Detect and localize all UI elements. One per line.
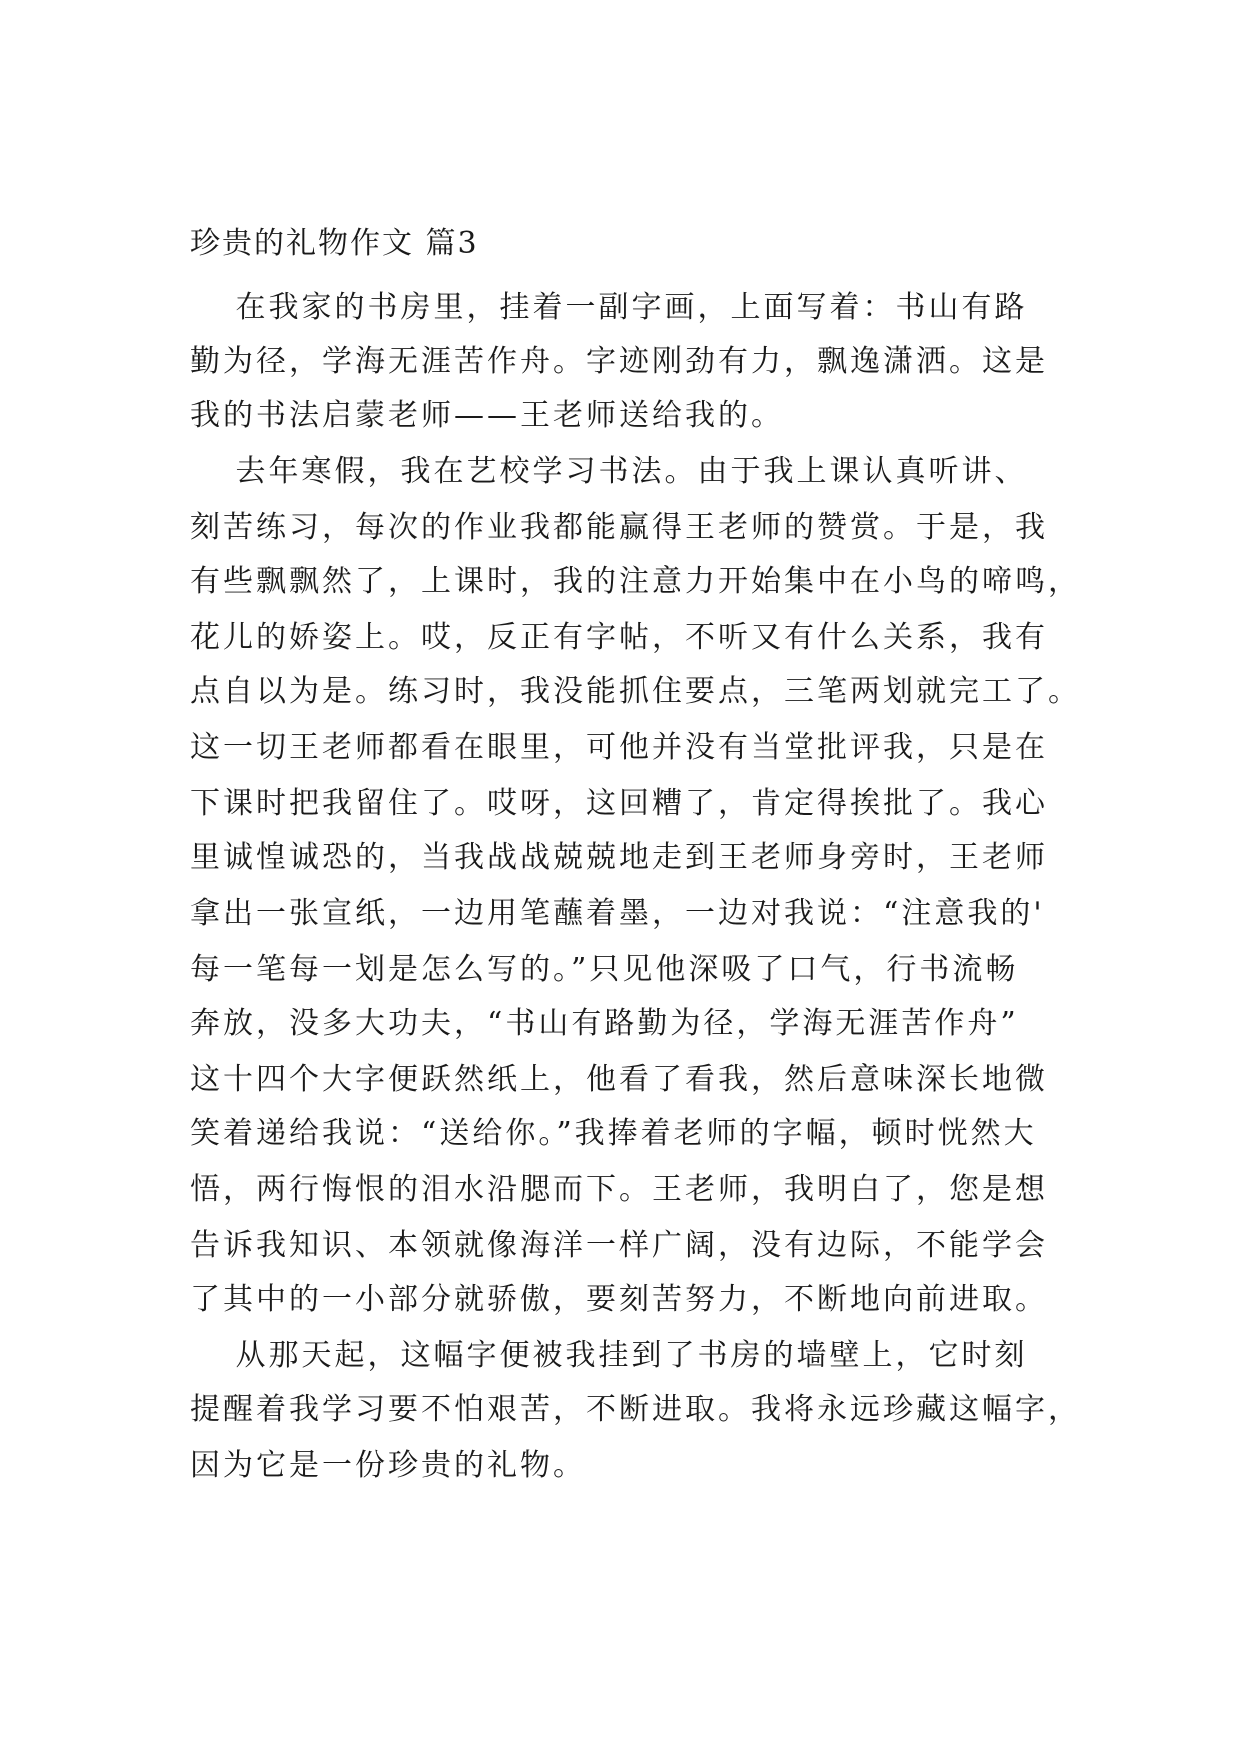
text-line: 告诉我知识、本领就像海洋一样广阔，没有边际，不能学会 bbox=[190, 1228, 1048, 1263]
text-line: 笑着递给我说：“送给你。”我捧着老师的字幅，顿时恍然大 bbox=[190, 1116, 1037, 1151]
text-line: 点自以为是。练习时，我没能抓住要点，三笔两划就完工了。 bbox=[190, 674, 1081, 709]
text-line: 从那天起，这幅字便被我挂到了书房的墙壁上，它时刻 bbox=[190, 1338, 1028, 1373]
text-line: 里诚惶诚恐的，当我战战兢兢地走到王老师身旁时，王老师 bbox=[190, 840, 1048, 875]
text-line: 了其中的一小部分就骄傲，要刻苦努力，不断地向前进取。 bbox=[190, 1282, 1048, 1317]
text-line: 去年寒假，我在艺校学习书法。由于我上课认真听讲、 bbox=[190, 454, 1028, 489]
text-line: 拿出一张宣纸，一边用笔蘸着墨，一边对我说：“注意我的' bbox=[190, 896, 1045, 931]
essay-title: 珍贵的礼物作文 篇3 bbox=[190, 226, 479, 261]
text-line: 下课时把我留住了。哎呀，这回糟了，肯定得挨批了。我心 bbox=[190, 786, 1048, 821]
text-line: 刻苦练习，每次的作业我都能赢得王老师的赞赏。于是，我 bbox=[190, 510, 1048, 545]
text-line: 每一笔每一划是怎么写的。”只见他深吸了口气，行书流畅 bbox=[190, 952, 1019, 987]
text-line: 有些飘飘然了，上课时，我的注意力开始集中在小鸟的啼鸣， bbox=[190, 564, 1081, 599]
text-line: 这一切王老师都看在眼里，可他并没有当堂批评我，只是在 bbox=[190, 730, 1048, 765]
text-line: 这十四个大字便跃然纸上，他看了看我，然后意味深长地微 bbox=[190, 1062, 1048, 1097]
text-line: 在我家的书房里，挂着一副字画，上面写着：书山有路 bbox=[190, 290, 1028, 325]
text-line: 奔放，没多大功夫，“书山有路勤为径，学海无涯苦作舟” bbox=[190, 1006, 1019, 1041]
text-line: 悟，两行悔恨的泪水沿腮而下。王老师，我明白了，您是想 bbox=[190, 1172, 1048, 1207]
text-line: 勤为径，学海无涯苦作舟。字迹刚劲有力，飘逸潇洒。这是 bbox=[190, 344, 1048, 379]
text-line: 花儿的娇姿上。哎，反正有字帖，不听又有什么关系，我有 bbox=[190, 620, 1048, 655]
text-line: 我的书法启蒙老师——王老师送给我的。 bbox=[190, 398, 784, 433]
text-line: 提醒着我学习要不怕艰苦，不断进取。我将永远珍藏这幅字， bbox=[190, 1392, 1081, 1427]
text-line: 因为它是一份珍贵的礼物。 bbox=[190, 1448, 586, 1483]
